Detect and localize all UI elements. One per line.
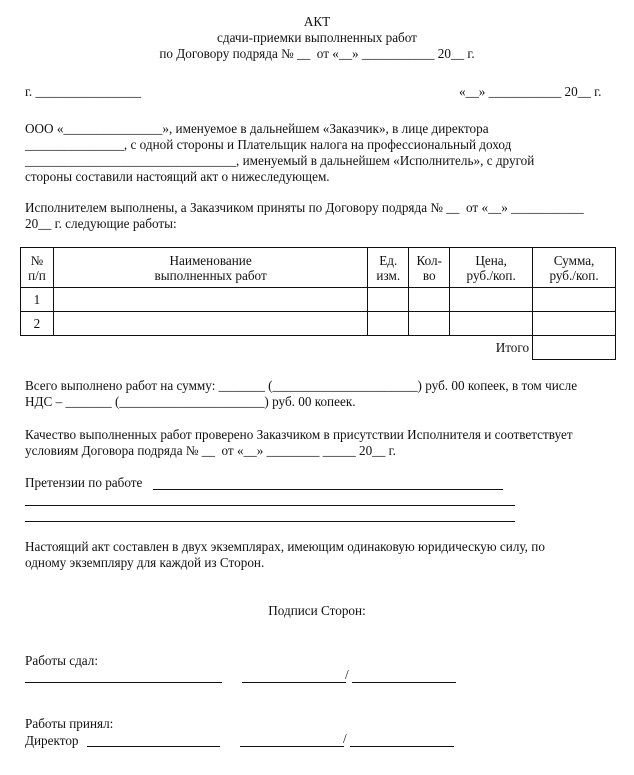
cell-quantity[interactable]: [409, 312, 450, 336]
total-value[interactable]: [533, 336, 616, 360]
intro-line: ________________________________, именуемый в дальнейшем «Исполнитель», с другой: [25, 153, 535, 168]
works-table: [20, 247, 616, 360]
sum-line: Всего выполнено работ на сумму: _______ (______________________) руб. 00 копеек, в том числе: [25, 378, 578, 393]
contract-reference: по Договору подряда № __ от «__» ___________ 20__ г.: [159, 46, 475, 61]
document-subtitle: сдачи-приемки выполненных работ: [217, 30, 417, 45]
quality-line: условиям Договора подряда № __ от «__» ________ _____ 20__ г.: [25, 443, 396, 458]
copies-line: одному экземпляру для каждой из Сторон.: [25, 555, 265, 570]
delivered-signature-line[interactable]: [242, 682, 346, 683]
header-sum: Сумма, руб./коп.: [533, 248, 616, 288]
accepted-label: Работы принял:: [25, 716, 114, 731]
works-intro-line: 20__ г. следующие работы:: [25, 216, 177, 231]
accepted-slash: /: [343, 731, 347, 746]
header-unit: Ед. изм.: [368, 248, 409, 288]
sum-line: НДС – _______ (______________________) руб. 00 копеек.: [25, 394, 356, 409]
delivered-signature-line[interactable]: [25, 682, 222, 683]
claims-input-line[interactable]: [25, 521, 515, 522]
city-field[interactable]: г. ________________: [25, 84, 142, 99]
table-total-row: [21, 336, 616, 360]
accepted-signature-line[interactable]: [240, 746, 344, 747]
intro-line: ООО «_______________», именуемое в дальнейшем «Заказчик», в лице директора: [25, 121, 489, 136]
cell-work-name[interactable]: [53, 288, 367, 312]
header-work-name: Наименование выполненных работ: [53, 248, 367, 288]
works-intro-line: Исполнителем выполнены, а Заказчиком приняты по Договору подряда № __ от «__» ___________: [25, 200, 584, 215]
intro-line: стороны составили настоящий акт о нижеследующем.: [25, 169, 330, 184]
quality-line: Качество выполненных работ проверено Заказчиком в присутствии Исполнителя и соответствует: [25, 427, 573, 442]
signatures-title: Подписи Сторон:: [268, 603, 366, 618]
claims-input-line[interactable]: [153, 489, 503, 490]
cell-quantity[interactable]: [409, 288, 450, 312]
intro-line: _______________, с одной стороны и Плательщик налога на профессиональный доход: [25, 137, 512, 152]
header-quantity: Кол- во: [409, 248, 450, 288]
delivered-slash: /: [345, 667, 349, 682]
delivered-name-line[interactable]: [352, 682, 456, 683]
copies-line: Настоящий акт составлен в двух экземплярах, имеющим одинаковую юридическую силу, по: [25, 539, 545, 554]
cell-price[interactable]: [450, 312, 533, 336]
cell-price[interactable]: [450, 288, 533, 312]
cell-unit[interactable]: [368, 312, 409, 336]
table-row: [21, 312, 616, 336]
claims-input-line[interactable]: [25, 505, 515, 506]
director-label: Директор: [25, 733, 79, 748]
table-header-row: [21, 248, 616, 288]
accepted-name-line[interactable]: [350, 746, 454, 747]
header-number: № п/п: [21, 248, 54, 288]
cell-number: 1: [21, 288, 54, 312]
header-price: Цена, руб./коп.: [450, 248, 533, 288]
cell-unit[interactable]: [368, 288, 409, 312]
cell-work-name[interactable]: [53, 312, 367, 336]
cell-sum[interactable]: [533, 288, 616, 312]
cell-sum[interactable]: [533, 312, 616, 336]
document-title: АКТ: [303, 14, 331, 29]
total-label: Итого: [495, 340, 530, 356]
claims-label: Претензии по работе: [25, 475, 143, 490]
director-signature-line[interactable]: [87, 746, 220, 747]
cell-number: 2: [21, 312, 54, 336]
table-row: [21, 288, 616, 312]
delivered-label: Работы сдал:: [25, 653, 99, 668]
date-field[interactable]: «__» ___________ 20__ г.: [459, 84, 602, 99]
